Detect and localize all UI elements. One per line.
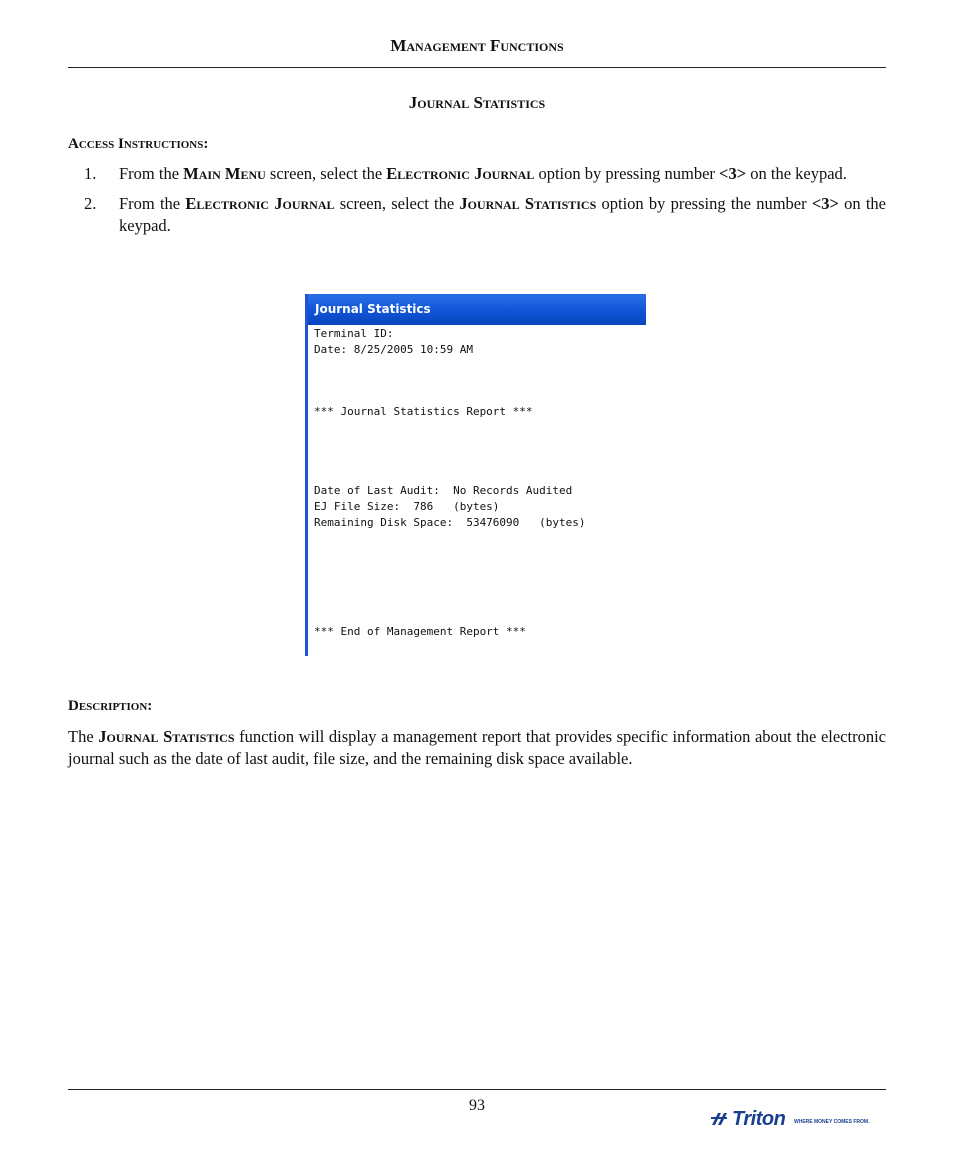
triton-logo bbox=[710, 1108, 870, 1130]
disk-space-line: Remaining Disk Space: 53476090 (bytes) bbox=[314, 516, 586, 529]
description-paragraph bbox=[68, 726, 886, 770]
step-key: <3> bbox=[811, 194, 839, 213]
step-key: <3> bbox=[719, 164, 747, 183]
step-text: screen, select the bbox=[334, 194, 460, 213]
report-end-line: *** End of Management Report *** bbox=[314, 625, 526, 638]
step-menu-name: Electronic Journal bbox=[185, 194, 335, 213]
running-header: Management Functions bbox=[390, 36, 564, 55]
step-item bbox=[68, 193, 886, 237]
logo-tagline: WHERE MONEY COMES FROM. bbox=[794, 1119, 870, 1125]
step-item bbox=[68, 163, 886, 185]
steps-list bbox=[68, 163, 886, 245]
section-title: Journal Statistics bbox=[408, 93, 546, 112]
step-text: on the keypad. bbox=[746, 164, 847, 183]
step-text: screen, select the bbox=[265, 164, 387, 183]
desc-text: function will display a management report that provides specific information about the electronic journal such as the date of last audit, file size, and the remaining disk space available. bbox=[68, 727, 886, 768]
desc-text: The bbox=[68, 727, 99, 746]
step-text: option by pressing number bbox=[534, 164, 720, 183]
ej-file-size-line: EJ File Size: 786 (bytes) bbox=[314, 500, 500, 513]
header-rule bbox=[68, 67, 886, 68]
footer-rule bbox=[68, 1089, 886, 1090]
date-line: Date: 8/25/2005 10:59 AM bbox=[314, 343, 473, 356]
logo-wordmark: Triton bbox=[732, 1108, 786, 1130]
terminal-id-line: Terminal ID: bbox=[314, 327, 394, 340]
access-instructions-heading: Access Instructions: bbox=[68, 136, 209, 152]
step-text: From the bbox=[119, 194, 186, 213]
journal-statistics-screenshot bbox=[305, 294, 646, 656]
step-option-name: Journal Statistics bbox=[459, 194, 597, 213]
last-audit-line: Date of Last Audit: No Records Audited bbox=[314, 484, 573, 497]
step-number: 1. bbox=[84, 164, 97, 183]
triton-mark-icon bbox=[710, 1111, 730, 1127]
step-number: 2. bbox=[84, 194, 97, 213]
step-text: From the bbox=[119, 164, 184, 183]
desc-function-name: Journal Statistics bbox=[98, 727, 235, 746]
report-header-line: *** Journal Statistics Report *** bbox=[314, 405, 533, 418]
step-option-name: Electronic Journal bbox=[386, 164, 535, 183]
screenshot-titlebar: Journal Statistics bbox=[308, 294, 646, 325]
step-menu-name: Main Menu bbox=[183, 164, 266, 183]
description-heading: Description: bbox=[68, 698, 153, 714]
page-number: 93 bbox=[469, 1097, 485, 1114]
step-text: on the keypad. bbox=[119, 194, 886, 235]
step-text: option by pressing the number bbox=[596, 194, 812, 213]
